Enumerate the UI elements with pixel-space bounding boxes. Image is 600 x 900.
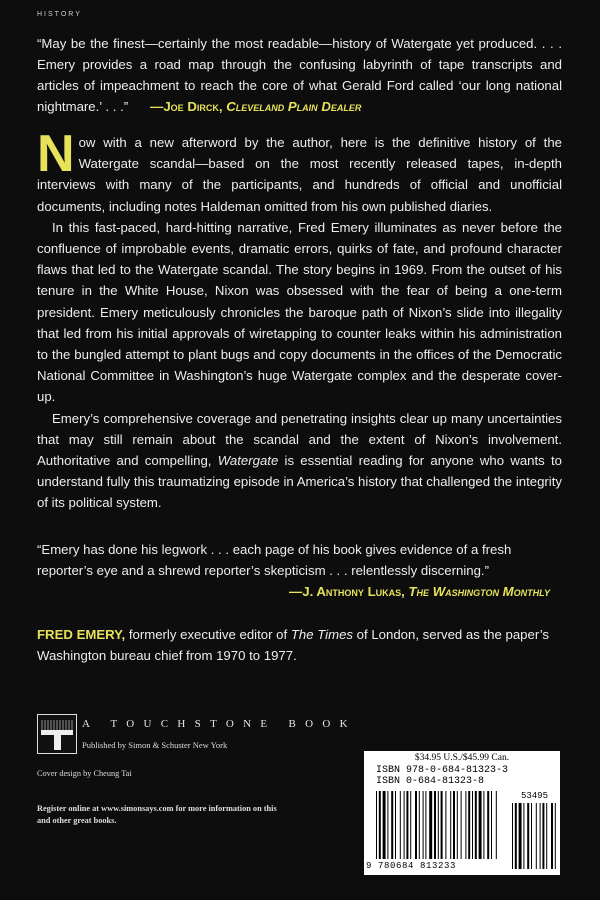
attribution-source: Cleveland Plain Dealer xyxy=(226,99,362,114)
newspaper-title: The Times xyxy=(290,627,353,642)
attribution-source: The Washington Monthly xyxy=(408,584,550,599)
isbn-10: ISBN 0-684-81323-8 xyxy=(376,776,485,787)
review-quote-2 xyxy=(37,539,562,602)
quote-text: “Emery has done his legwork . . . each page of his book gives evidence of a fresh reporter’s eye and a shrewd reporter’s skepticism . . . relentlessly discerning.” xyxy=(37,542,512,578)
register-online: Register online at www.simonsays.com for more information on this and other great books. xyxy=(37,804,277,825)
price: $34.95 U.S./$45.99 Can. xyxy=(414,753,510,763)
drop-cap: N xyxy=(37,125,75,183)
paragraph-1-text: ow with a new afterword by the author, here is the definitive history of the Watergate scandal—based on the most recently released tapes, in-depth interviews with many of the participants, and hundreds of official and unofficial documents, including notes Haldeman omitted from his own published diaries. xyxy=(37,135,562,214)
paragraph-2: In this fast-paced, hard-hitting narrative, Fred Emery illuminates as never before the confluence of improbable events, dramatic errors, quirks of fate, and profound character flaws that led to the Watergate scandal. The story begins in 1969. From the outset of his tenure in the White House, Nixon was obsessed with the fear of being a one-term president. Emery meticulously chronicles the baroque path of Nixon’s slide into illegality that led from his initial approvals of wiretapping to counter leaks within his administration to the bungled attempt to plant bugs and copy documents in the offices of the Democratic National Committee in Washington’s huge Watergate complex and the desperate cover-up. xyxy=(37,219,562,405)
published-by: Published by Simon & Schuster New York xyxy=(82,740,228,750)
category-label: HISTORY xyxy=(37,11,82,18)
attribution-name: —Joe Dirck, xyxy=(150,99,223,114)
attribution-name: —J. Anthony Lukas, xyxy=(289,584,405,599)
paragraph-3-text-a: Emery’s comprehensive coverage and penetrating insights clear up many uncertainties that may still remain about the scandal and the extent of Nixon’s involvement. Authoritative and compelling, xyxy=(37,410,562,469)
description xyxy=(37,125,562,514)
author-bio xyxy=(37,624,562,666)
quote-attribution xyxy=(132,99,362,114)
ean-number: 9 780684 813233 xyxy=(366,861,457,871)
touchstone-logo-icon xyxy=(37,714,77,754)
isbn-13: ISBN 978-0-684-81323-3 xyxy=(376,765,509,776)
bio-text-b: of London, served as the paper’s Washington bureau chief from 1970 to 1977. xyxy=(37,627,549,663)
book-title: Watergate xyxy=(217,453,279,469)
quote-text: “May be the finest—certainly the most readable—history of Watergate yet produced. . . . Emery provides a road map through the confusing labyrinth of tape transcripts and articles of impeachment to reach the core of what Gerald Ford called ‘our long national nightmare.’ . . .” xyxy=(37,36,562,114)
bio-text-a: formerly executive editor of xyxy=(125,627,291,642)
paragraph-3 xyxy=(37,408,562,514)
quote-attribution xyxy=(37,581,562,602)
paragraph-1 xyxy=(37,125,562,217)
author-name: FRED EMERY, xyxy=(37,627,126,642)
barcode-box xyxy=(364,751,560,875)
paragraph-3-text-b: is essential reading for anyone who wants to understand fully this traumatizing episode in America’s history that challenged the integrity of its political system. xyxy=(37,453,562,511)
imprint-line: A TOUCHSTONE BOOK xyxy=(82,718,357,730)
price-code: 53495 xyxy=(520,791,548,801)
review-quote-1 xyxy=(37,33,562,117)
cover-credit: Cover design by Cheung Tai xyxy=(37,769,132,778)
